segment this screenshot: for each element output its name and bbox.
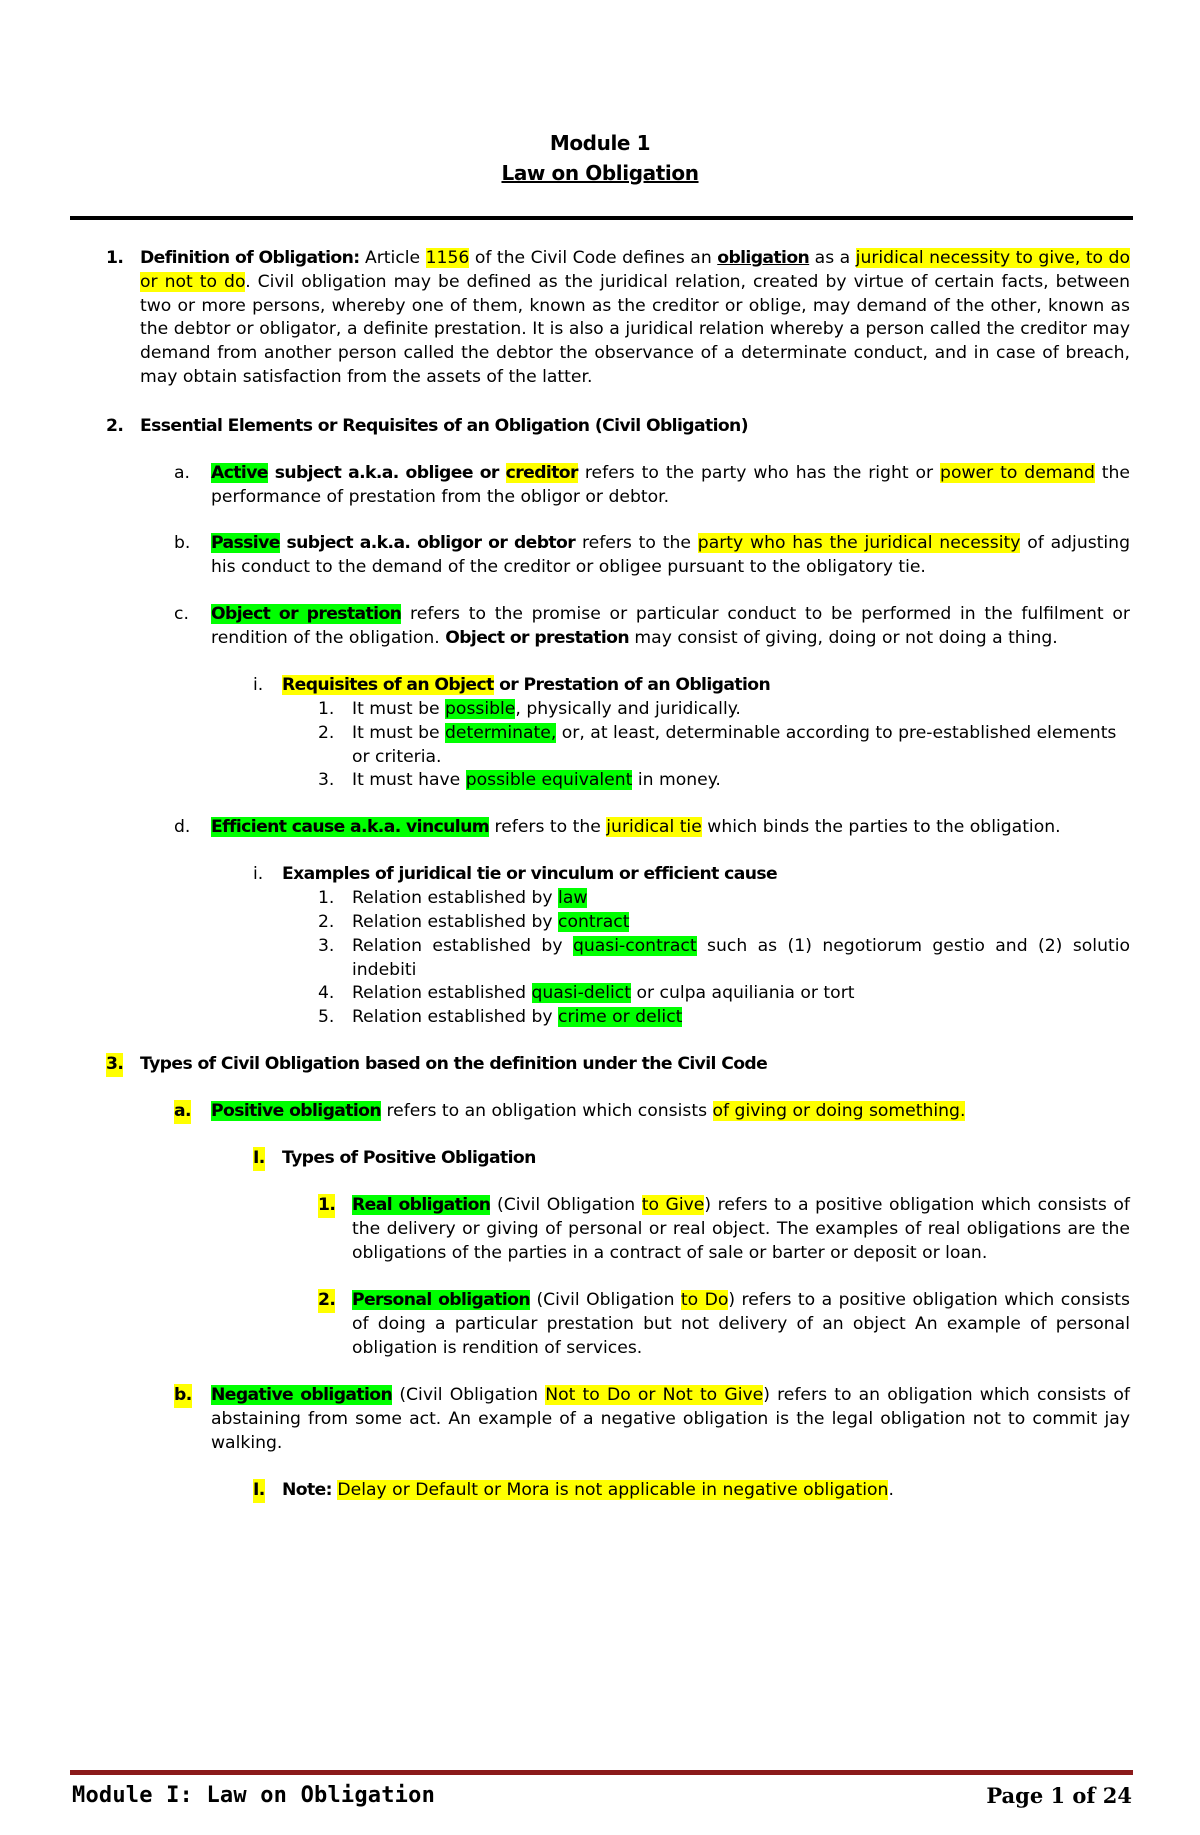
example-item: Relation established by contract	[352, 912, 630, 932]
element-efficient-cause: Efficient cause a.k.a. vinculum refers to the juridical tie which binds the parties to the obligation.	[211, 817, 1061, 837]
requisites-heading: Requisites of an Object or Prestation of an Obligation	[282, 675, 771, 695]
section-2-heading: Essential Elements or Requisites of an Obligation (Civil Obligation)	[140, 416, 748, 436]
requisite-item: It must be possible, physically and juridically.	[352, 699, 741, 719]
definition-label: Definition of Obligation:	[140, 248, 360, 268]
element-passive-subject: Passive subject a.k.a. obligor or debtor refers to the party who has the juridical necessity of adjusting his conduct to the demand of the creditor or obligee pursuant to the obligatory tie.	[211, 533, 1130, 577]
item-c-marker: c.	[174, 604, 189, 624]
element-active-subject: Active subject a.k.a. obligee or creditor refers to the party who has the right or power to demand the performance of prestation from the obligor or debtor.	[211, 463, 1131, 507]
positive-types-heading: Types of Positive Obligation	[282, 1148, 536, 1168]
footer-title: Module I: Law on Obligation	[72, 1783, 436, 1808]
example-item: Relation established quasi-delict or culpa aquiliania or tort	[352, 983, 855, 1003]
requisite-item: It must have possible equivalent in money.	[352, 770, 721, 790]
negative-note: Note: Delay or Default or Mora is not applicable in negative obligation.	[282, 1480, 894, 1500]
element-object-prestation: Object or prestation refers to the promise or particular conduct to be performed in the fulfilment or rendition of the obligation. Object or prestation may consist of giving, doing or not doing a thing.	[211, 604, 1130, 648]
item-a-marker: a.	[174, 463, 190, 483]
item-a-marker: a.	[174, 1100, 191, 1124]
document-page: Module 1 Law on Obligation 1. Definition of Obligation: Article 1156 of the Civil Code defines an obligation as a juridical necessity to give, to do or not to do. Civil obligation may be defined as the juridical relation, created by virtue of certain facts, between two or more persons, whereby one of them, known as the creditor or oblige, may demand of the other, known as the debtor or obligator, a definite prestation. It is also a juridical relation whereby a person called the creditor may demand from another person called the debtor the observance of a determinate conduct, and in case of breach, may obtain satisfaction from the assets of the latter. 2. Essential Elements or Requisites of an Obligation (Civil Obligation) a. Active subject a.k.a. obligee or creditor refers to the party who has the right or power to demand the performance of prestation from the obligor or debtor. b. Passive subject a.k.a. obligor or debtor refers to the party who has the juridical necessity of adjusting his conduct to the demand of the creditor or obligee pursuant to the obligatory tie. c. Object or prestation refers to the promise or particular conduct to be performed in the fulfilment or rendition of the obligation. Object or prestation may consist of giving, doing or not doing a thing. i. Requisites of an Object or Prestation of an Obligation 1. It must be possible, physically and juridically. 2. It must be determinate, or, at least, determinable according to pre-established elements or criteria. 3. It must have possible equivalent in money. d. Efficient cause a.k.a. vinculum refers to the juridical tie which binds the parties to the obligation. i. Examples of juridical tie or vinculum or efficient cause 1. Relation established by law 2. Relation established by contract 3. Relation established by quasi-contract such as (1) negotiorum gestio and (2) solutio indebiti 4. Relation established quasi-delict or culpa aquiliania or tort 5. Relation established by crime or delict 3. Types of Civil Obligation based on the definition under the Civil Code a. Positive obligation refers to an obligation which consists of giving or doing something. I. Types of Positive Obligation 1. Real obligation (Civil Obligation to Give) refers to a positive obligation which consists of the delivery or giving of personal or real object. The examples of real obligations are the obligations of the parties in a contract of sale or barter or deposit or loan. 2. Personal obligation (Civil Obligation to Do) refers to a positive obligation which consists of doing a particular prestation but not delivery of an object An example of personal obligation is rendition of services. b. Negative obligation (Civil Obligation Not to Do or Not to Give) refers to an obligation which consists of abstaining from some act. An example of a negative obligation is the legal obligation not to commit jay walking. I. Note: Delay or Default or Mora is not applicable in negative obligation. Module I: Law on Obligation Page 1 of 24	[0, 0, 1200, 1835]
requisite-item: It must be determinate, or, at least, determinable according to pre-established elements or criteria.	[352, 723, 1117, 767]
item-b-marker: b.	[174, 1384, 192, 1408]
section-2-number: 2.	[106, 416, 124, 436]
negative-obligation: Negative obligation (Civil Obligation Not to Do or Not to Give) refers to an obligation which consists of abstaining from some act. An example of a negative obligation is the legal obligation not to commit jay walking.	[211, 1385, 1130, 1453]
header-rule	[70, 216, 1133, 220]
module-title: Law on Obligation	[501, 161, 699, 185]
example-item: Relation established by crime or delict	[352, 1007, 683, 1027]
examples-heading: Examples of juridical tie or vinculum or efficient cause	[282, 864, 778, 884]
section-1-number: 1.	[106, 248, 124, 268]
section-3-heading: Types of Civil Obligation based on the definition under the Civil Code	[140, 1054, 768, 1074]
example-item: Relation established by quasi-contract such as (1) negotiorum gestio and (2) solutio indebiti	[352, 936, 1130, 980]
obligation-term: obligation	[717, 248, 810, 268]
section-3-number: 3.	[106, 1053, 123, 1077]
positive-obligation: Positive obligation refers to an obligation which consists of giving or doing something.	[211, 1101, 966, 1121]
sub-I-marker: I.	[253, 1147, 265, 1171]
sub-I-marker: I.	[253, 1479, 265, 1503]
sub-i-marker: i.	[253, 864, 264, 884]
section-1-definition: Definition of Obligation: Article 1156 of the Civil Code defines an obligation as a juridical necessity to give, to do or not to do. Civil obligation may be defined as the juridical relation, created by virtue of certain facts, between two or more persons, whereby one of them, known as the creditor or oblige, may demand of the other, known as the debtor or obligator, a definite prestation. It is also a juridical relation whereby a person called the creditor may demand from another person called the debtor the observance of a determinate conduct, and in case of breach, may obtain satisfaction from the assets of the latter.	[140, 248, 1130, 387]
item-b-marker: b.	[174, 533, 191, 553]
footer-rule	[70, 1770, 1133, 1775]
definition-highlight: juridical necessity to give, to do or not to do	[140, 248, 1130, 292]
personal-obligation: Personal obligation (Civil Obligation to Do) refers to a positive obligation which consists of doing a particular prestation but not delivery of an object An example of personal obligation is rendition of services.	[352, 1290, 1130, 1358]
article-number: 1156	[425, 248, 470, 268]
item-d-marker: d.	[174, 817, 191, 837]
example-item: Relation established by law	[352, 888, 588, 908]
real-obligation: Real obligation (Civil Obligation to Give) refers to a positive obligation which consists of the delivery or giving of personal or real object. The examples of real obligations are the obligations of the parties in a contract of sale or barter or deposit or loan.	[352, 1195, 1130, 1263]
sub-i-marker: i.	[253, 675, 264, 695]
module-number: Module 1	[549, 131, 651, 155]
page-number: Page 1 of 24	[986, 1783, 1132, 1808]
